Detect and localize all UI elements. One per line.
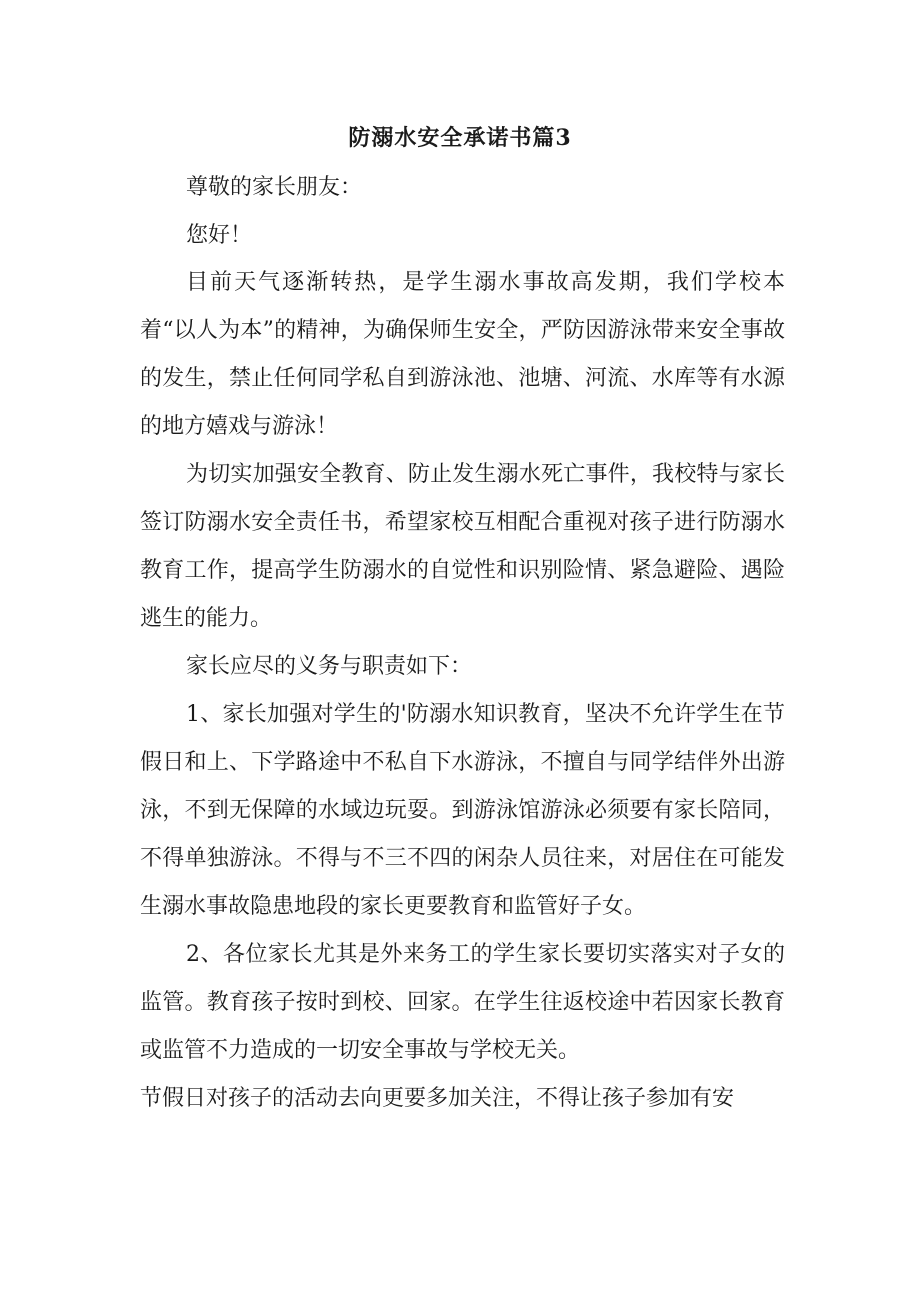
trailing-line: 节假日对孩子的活动去向更要多加关注，不得让孩子参加有安 (140, 1086, 735, 1111)
paragraph-weather-warning: 目前天气逐渐转热，是学生溺水事故高发期，我们学校本着“以人为本”的精神，为确保师生安全，严防因游泳带来安全事故的发生，禁止任何同学私自到游泳池、池塘、河流、水库等有水源的地方嬉戏与游泳！ (140, 270, 785, 439)
paragraph-item-1: 1、家长加强对学生的'防溺水知识教育，坚决不允许学生在节假日和上、下学路途中不私自下水游泳，不擅自与同学结伴外出游泳，不到无保障的水域边玩耍。到游泳馆游泳必须要有家长陪同，不得单独游泳。不得与不三不四的闲杂人员往来，对居住在可能发生溺水事故隐患地段的家长更要教育和监管好子女。 (140, 702, 786, 919)
document-title: 防溺水安全承诺书篇3 (348, 125, 572, 151)
paragraph-safety-agreement: 为切实加强安全教育、防止发生溺水死亡事件，我校特与家长签订防溺水安全责任书，希望家校互相配合重视对孩子进行防溺水教育工作，提高学生防溺水的自觉性和识别险情、紧急避险、遇险逃生的能力。 (140, 462, 785, 631)
greeting: 尊敬的家长朋友： (186, 175, 363, 200)
paragraph-duties-heading: 家长应尽的义务与职责如下： (186, 654, 473, 679)
paragraph-item-2: 2、各位家长尤其是外来务工的学生家长要切实落实对子女的监管。教育孩子按时到校、回家。在学生往返校途中若因家长教育或监管不力造成的一切安全事故与学校无关。 (140, 942, 785, 1063)
salutation: 您好！ (186, 223, 253, 248)
